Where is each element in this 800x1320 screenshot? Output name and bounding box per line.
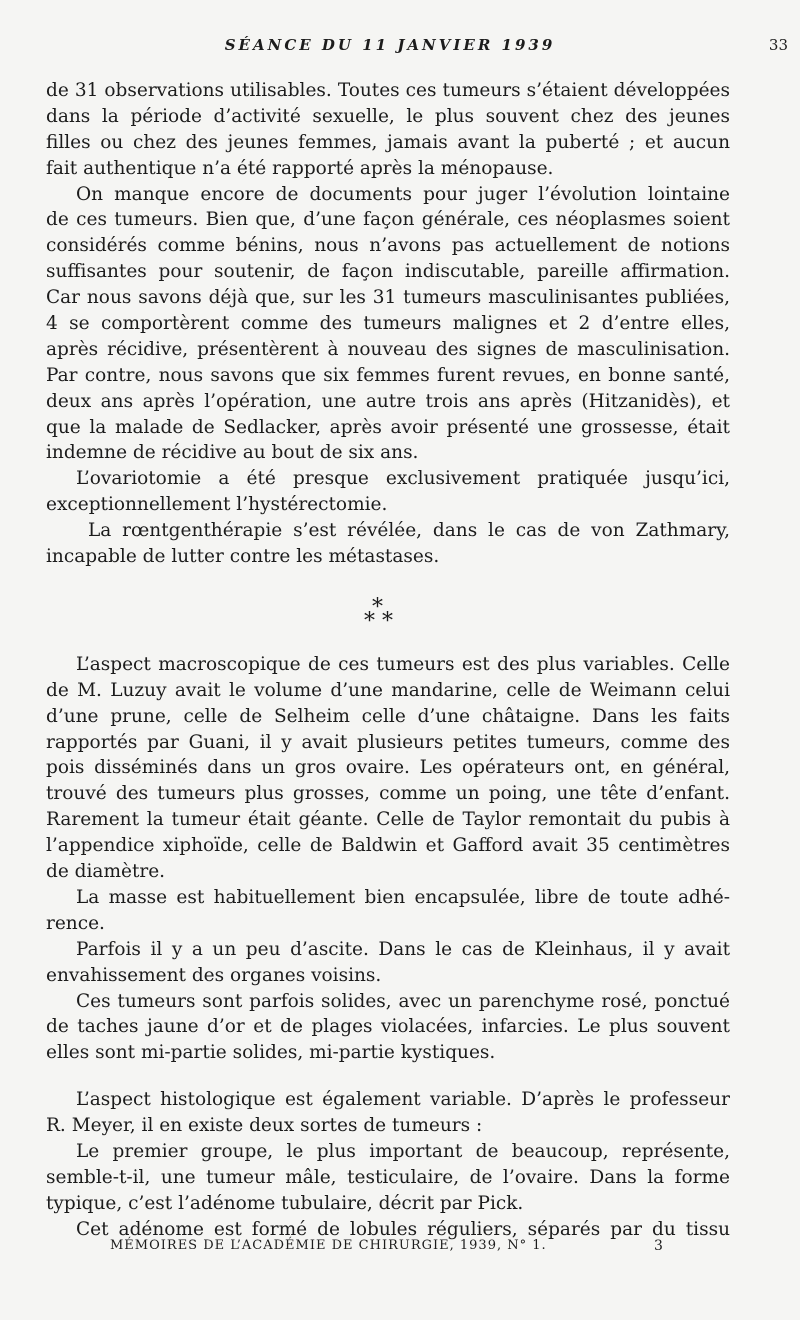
text-line: La rœntgenthérapie s’est révélée, dans le cas de von Zathmary, — [88, 520, 730, 542]
text-line: 4 se comportèrent comme des tumeurs malignes et 2 d’entre elles, — [46, 313, 730, 335]
paragraph — [46, 78, 730, 182]
body-text — [46, 78, 730, 1243]
text-line: Cet adénome est formé de lobules réguliers, séparés par du tissu — [76, 1218, 730, 1240]
paragraph — [46, 937, 730, 989]
text-line: d’une prune, celle de Selheim celle d’une châtaigne. Dans les faits — [46, 705, 730, 727]
text-line: de taches jaune d’or et de plages violacées, infarcies. Le plus souvent — [46, 1016, 730, 1038]
paragraph — [46, 1139, 730, 1217]
text-line: de diamètre. — [46, 861, 166, 883]
text-line: L’ovariotomie a été presque exclusivement pratiquée jusqu’ici, — [76, 468, 730, 490]
paragraph — [46, 652, 730, 885]
paragraph — [46, 518, 730, 570]
text-line: L’aspect histologique est également variable. D’après le professeur — [76, 1089, 730, 1111]
text-line: rapportés par Guani, il y avait plusieurs petites tumeurs, comme des — [46, 731, 730, 753]
paragraph — [46, 885, 730, 937]
text-line: de ces tumeurs. Bien que, d’une façon générale, ces néoplasmes soient — [46, 209, 730, 231]
text-line: pois disséminés dans un gros ovaire. Les opérateurs ont, en général, — [46, 757, 730, 779]
text-line: après récidive, présentèrent à nouveau des signes de masculinisation. — [46, 338, 730, 360]
text-line: rence. — [46, 912, 105, 934]
text-line: L’aspect macroscopique de ces tumeurs est des plus variables. Celle — [76, 653, 730, 675]
separator-star: * — [372, 594, 383, 620]
text-line: considérés comme bénins, nous n’avons pas actuellement de notions — [46, 235, 730, 257]
text-line: suffisantes pour soutenir, de façon indiscutable, pareille affirmation. — [46, 261, 730, 283]
paragraph — [46, 182, 730, 467]
text-line: de M. Luzuy avait le volume d’une mandarine, celle de Weimann celui — [46, 679, 730, 701]
text-line: Parfois il y a un peu d’ascite. Dans le cas de Kleinhaus, il y avait — [76, 938, 730, 960]
text-line: que la malade de Sedlacker, après avoir présenté une grossesse, était — [46, 416, 730, 438]
text-line: On manque encore de documents pour juger l’évolution lointaine — [76, 183, 730, 205]
text-line: Ces tumeurs sont parfois solides, avec un parenchyme rosé, ponctué — [76, 990, 730, 1012]
running-header — [0, 36, 800, 58]
text-line: fait authentique n’a été rapporté après la ménopause. — [46, 157, 554, 179]
paragraph — [46, 989, 730, 1067]
text-line: typique, c’est l’adénome tubulaire, décrit par Pick. — [46, 1192, 524, 1214]
paragraph — [46, 466, 730, 518]
text-line: Le premier groupe, le plus important de beaucoup, représente, — [76, 1140, 730, 1162]
text-line: indemne de récidive au bout de six ans. — [46, 442, 419, 464]
text-line: filles ou chez des jeunes femmes, jamais avant la puberté ; et aucun — [46, 131, 730, 153]
text-line: elles sont mi-partie solides, mi-partie kystiques. — [46, 1042, 496, 1064]
paragraph — [46, 1087, 730, 1139]
spacer — [46, 1066, 730, 1087]
text-line: deux ans après l’opération, une autre trois ans après (Hitzanidès), et — [46, 390, 730, 412]
text-line: R. Meyer, il en existe deux sortes de tumeurs : — [46, 1115, 483, 1137]
text-line: Car nous savons déjà que, sur les 31 tumeurs masculinisantes publiées, — [46, 287, 730, 309]
separator-star: * — [382, 608, 393, 634]
text-line: Par contre, nous savons que six femmes furent revues, en bonne santé, — [46, 364, 730, 386]
text-line: incapable de lutter contre les métastases. — [46, 546, 440, 568]
text-line: La masse est habituellement bien encapsulée, libre de toute adhé- — [76, 886, 730, 908]
text-line: de 31 observations utilisables. Toutes ces tumeurs s’étaient développées — [46, 80, 730, 101]
text-line: l’appendice xiphoïde, celle de Baldwin et Gafford avait 35 centimètres — [46, 835, 730, 857]
text-line: semble-t-il, une tumeur mâle, testiculaire, de l’ovaire. Dans la forme — [46, 1166, 730, 1188]
text-line: exceptionnellement l’hystérectomie. — [46, 494, 388, 516]
text-line: envahissement des organes voisins. — [46, 964, 382, 986]
spacer — [46, 570, 730, 591]
running-footer — [0, 1238, 800, 1260]
header-title: SÉANCE DU 11 JANVIER 1939 — [224, 36, 556, 54]
signature-number: 3 — [654, 1238, 663, 1254]
journal-citation: MÉMOIRES DE L’ACADÉMIE DE CHIRURGIE, 1939, N° 1. — [110, 1238, 547, 1253]
text-line: trouvé des tumeurs plus grosses, comme un poing, une tête d’enfant. — [46, 783, 730, 805]
separator-star: * — [364, 608, 375, 634]
text-line: dans la période d’activité sexuelle, le plus souvent chez des jeunes — [46, 105, 730, 127]
page-number: 33 — [768, 36, 788, 54]
asterism-separator — [46, 591, 730, 634]
text-line: Rarement la tumeur était géante. Celle de Taylor remontait du pubis à — [46, 809, 730, 831]
